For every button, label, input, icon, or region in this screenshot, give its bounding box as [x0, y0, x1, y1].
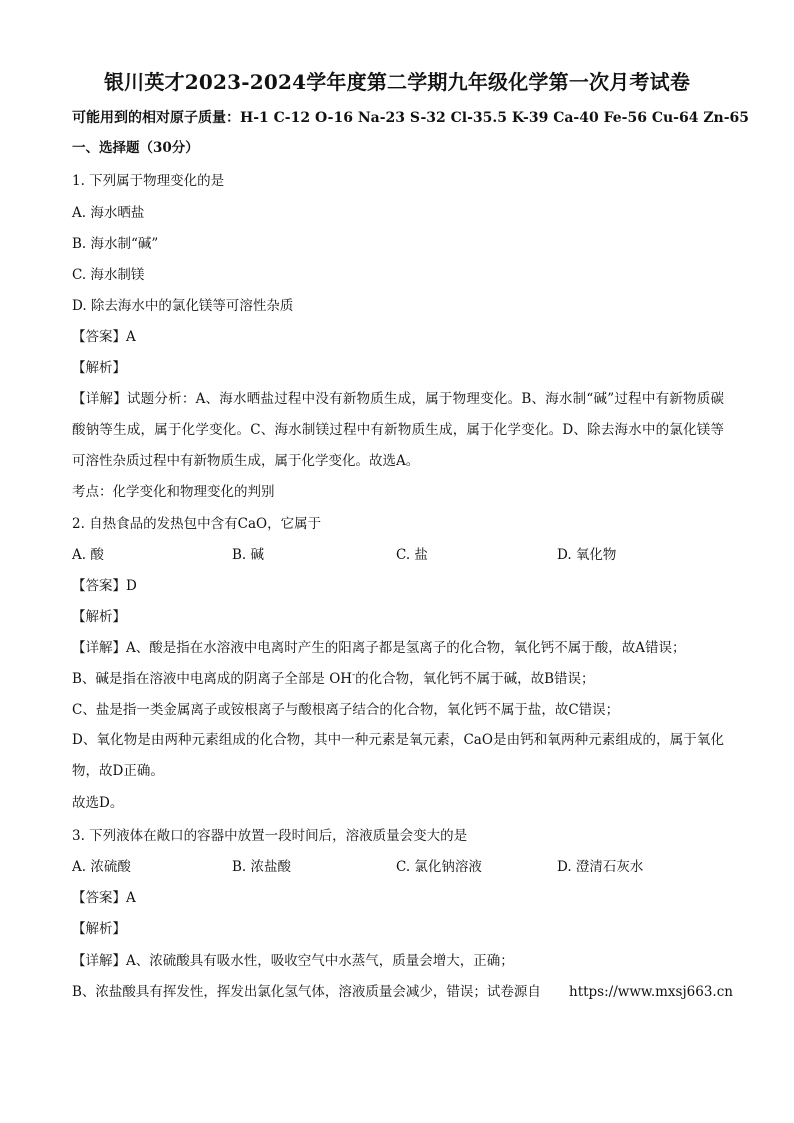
- q1-option-c: C. 海水制镁: [72, 267, 145, 283]
- q3-option-d: D. 澄清石灰水: [557, 859, 644, 875]
- q1-option-a: A. 海水晒盐: [72, 205, 145, 221]
- q2-detail-a: 【详解】A、酸是指在水溶液中电离时产生的阳离子都是氢离子的化合物，氧化钙不属于酸，故A错误；: [72, 640, 686, 656]
- q3-analysis-label: 【解析】: [72, 921, 126, 937]
- q2-detail-b: [72, 669, 732, 689]
- q1-analysis-label: 【解析】: [72, 360, 126, 376]
- q1-detail: 【详解】试题分析：A、海水晒盐过程中没有新物质生成，属于物理变化。B、海水制“碱”过程中有新物质碳酸钠等生成，属于化学变化。C、海水制镁过程中有新物质生成，属于化学变化。D、除去海水中的氯化镁等可溶性杂质过程中有新物质生成，属于化学变化。故选A。: [72, 391, 724, 469]
- q3-option-a: A. 浓硫酸: [72, 859, 131, 875]
- q1-note: 考点：化学变化和物理变化的判别: [72, 484, 275, 500]
- q3-detail-a: 【详解】A、浓硫酸具有吸水性，吸收空气中水蒸气，质量会增大，正确；: [72, 953, 514, 969]
- q2-analysis-label: 【解析】: [72, 609, 126, 625]
- q2-option-c: C. 盐: [396, 547, 428, 563]
- q2-stem: 2. 自热食品的发热包中含有CaO，它属于: [72, 516, 322, 532]
- q2-option-a: A. 酸: [72, 547, 104, 563]
- q2-option-b: B. 碱: [232, 547, 265, 563]
- q2-option-d: D. 氧化物: [557, 547, 617, 563]
- q1-stem: 1. 下列属于物理变化的是: [72, 173, 225, 189]
- atomic-masses: 可能用到的相对原子质量：H-1 C-12 O-16 Na-23 S-32 Cl-35.5 K-39 Ca-40 Fe-56 Cu-64 Zn-65: [72, 110, 750, 126]
- q1-option-d: D. 除去海水中的氯化镁等可溶性杂质: [72, 298, 294, 314]
- q3-stem: 3. 下列液体在敞口的容器中放置一段时间后，溶液质量会变大的是: [72, 828, 468, 844]
- q2-answer: 【答案】D: [72, 578, 137, 594]
- q3-option-b: B. 浓盐酸: [232, 859, 292, 875]
- q2-detail-b-post: 的化合物，氧化钙不属于碱，故B错误；: [355, 671, 595, 687]
- q3-option-c: C. 氯化钠溶液: [396, 859, 482, 875]
- q2-conclusion: 故选D。: [72, 795, 124, 811]
- source-link[interactable]: https://www.mxsj663.cn: [569, 984, 733, 1000]
- q1-option-b: B. 海水制“碱”: [72, 236, 159, 252]
- q2-detail-c: C、盐是指一类金属离子或铵根离子与酸根离子结合的化合物，氧化钙不属于盐，故C错误；: [72, 702, 620, 718]
- q3-detail-b: B、浓盐酸具有挥发性，挥发出氯化氢气体，溶液质量会减少，错误；试卷源自: [72, 984, 541, 1000]
- section-heading: 一、选择题（30分）: [72, 140, 199, 156]
- q3-answer: 【答案】A: [72, 890, 136, 906]
- q2-detail-d: D、氧化物是由两种元素组成的化合物，其中一种元素是氧元素，CaO是由钙和氧两种元素组成的，属于氧化物，故D正确。: [72, 732, 724, 779]
- q1-answer: 【答案】A: [72, 329, 136, 345]
- page-title: 银川英才2023-2024学年度第二学期九年级化学第一次月考试卷: [103, 70, 691, 94]
- q2-detail-b-sup: -: [352, 670, 356, 681]
- q2-detail-b-pre: B、碱是指在溶液中电离成的阴离子全部是 OH: [72, 671, 353, 687]
